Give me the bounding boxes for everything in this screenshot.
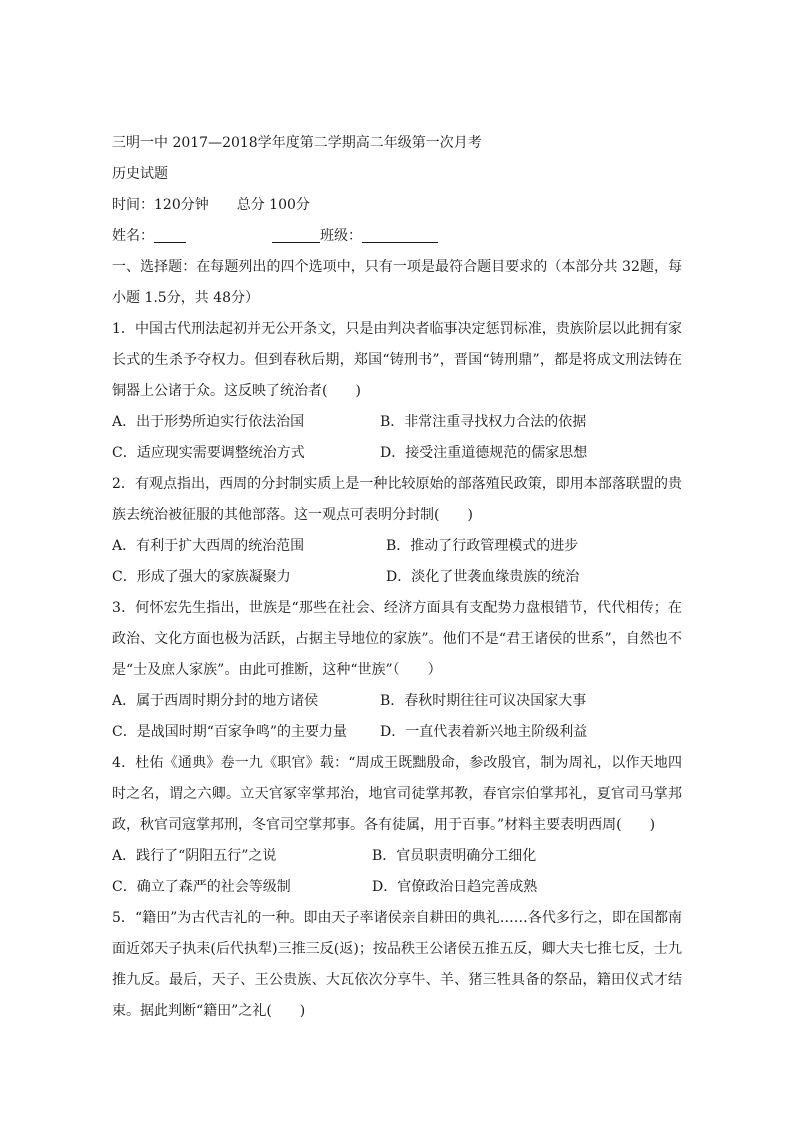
question-5	[112, 903, 682, 1027]
option-a[interactable]: A．出于形势所迫实行依法治国	[112, 414, 305, 430]
time-label: 时间：120分钟	[112, 197, 209, 213]
question-2	[112, 469, 682, 593]
name-label: 姓名：	[112, 228, 154, 244]
option-c[interactable]: C．形成了强大的家族凝聚力	[112, 569, 291, 585]
exam-content	[112, 128, 682, 1027]
option-c[interactable]: C．适应现实需要调整统治方式	[112, 445, 305, 461]
name-blank[interactable]	[154, 225, 186, 243]
question-3	[112, 593, 682, 748]
time-score-line	[112, 190, 682, 221]
class-prefix-blank	[272, 225, 320, 243]
option-a[interactable]: A．有利于扩大西周的统治范围	[112, 538, 305, 554]
option-a[interactable]: A．践行了“阴阳五行”之说	[112, 848, 277, 864]
question-stem: 1．中国古代刑法起初并无公开条文，只是由判决者临事决定惩罚标准，贵族阶层以此拥有家长式的生杀予夺权力。但到春秋后期，郑国“铸刑书”，晋国“铸刑鼎”，都是将成文刑法铸在铜器上公诸于众。这反映了统治者( )	[112, 321, 682, 399]
option-b[interactable]: B．推动了行政管理模式的进步	[386, 538, 579, 554]
class-blank[interactable]	[362, 225, 438, 243]
option-b[interactable]: B．官员职责明确分工细化	[372, 848, 537, 864]
option-c[interactable]: C．确立了森严的社会等级制	[112, 879, 291, 895]
question-stem: 5．“籍田”为古代吉礼的一种。即由天子率诸侯亲自耕田的典礼……各代多行之，即在国都南面近郊天子执耒(后代执犁)三推三反(返)；按品秩王公诸侯五推五反，卿大夫七推七反，士九推九反。最后，天子、王公贵族、大瓦依次分享牛、羊、猪三牲具备的祭品，籍田仪式才结束。据此判断“籍田”之礼( )	[112, 910, 682, 1019]
name-class-line	[112, 221, 682, 252]
option-b[interactable]: B．春秋时期往往可议决国家大事	[380, 693, 587, 709]
subject-title: 历史试题	[112, 166, 168, 182]
class-label: 班级：	[320, 228, 362, 244]
exam-title: 三明一中 2017—2018学年度第二学期高二年级第一次月考	[112, 135, 482, 151]
option-d[interactable]: D．一直代表着新兴地主阶级利益	[380, 724, 588, 740]
option-d[interactable]: D．淡化了世袭血缘贵族的统治	[386, 569, 580, 585]
score-label: 总分 100分	[236, 197, 310, 213]
option-c[interactable]: C．是战国时期“百家争鸣”的主要力量	[112, 724, 348, 740]
question-1	[112, 314, 682, 469]
option-d[interactable]: D．官僚政治日趋完善成熟	[372, 879, 538, 895]
question-stem: 3．何怀宏先生指出，世族是“那些在社会、经济方面具有支配势力盘根错节，代代相传；在政治、文化方面也极为活跃，占据主导地位的家族”。他们不是“君王诸侯的世系”，自然也不是“士及庶人家族”。由此可推断，这种“世族”（ ）	[112, 600, 682, 678]
question-stem: 2．有观点指出，西周的分封制实质上是一种比较原始的部落殖民政策，即用本部落联盟的贵族去统治被征服的其他部落。这一观点可表明分封制( )	[112, 476, 682, 523]
section-instruction: 一、选择题：在每题列出的四个选项中，只有一项是最符合题目要求的（本部分共 32题，每小题 1.5分，共 48分）	[112, 259, 682, 306]
question-stem: 4．杜佑《通典》卷一九《职官》载：“周成王既黜殷命，参改殷官，制为周礼，以作天地四时之名，谓之六卿。立天官冢宰掌邦治，地官司徒掌邦教，春官宗伯掌邦礼，夏官司马掌邦政，秋官司寇掌邦刑，冬官司空掌邦事。各有徒属，用于百事。”材料主要表明西周( )	[112, 755, 682, 833]
question-4	[112, 748, 682, 903]
option-d[interactable]: D．接受注重道德规范的儒家思想	[380, 445, 588, 461]
option-b[interactable]: B．非常注重寻找权力合法的依据	[380, 414, 587, 430]
option-a[interactable]: A．属于西周时期分封的地方诸侯	[112, 693, 319, 709]
